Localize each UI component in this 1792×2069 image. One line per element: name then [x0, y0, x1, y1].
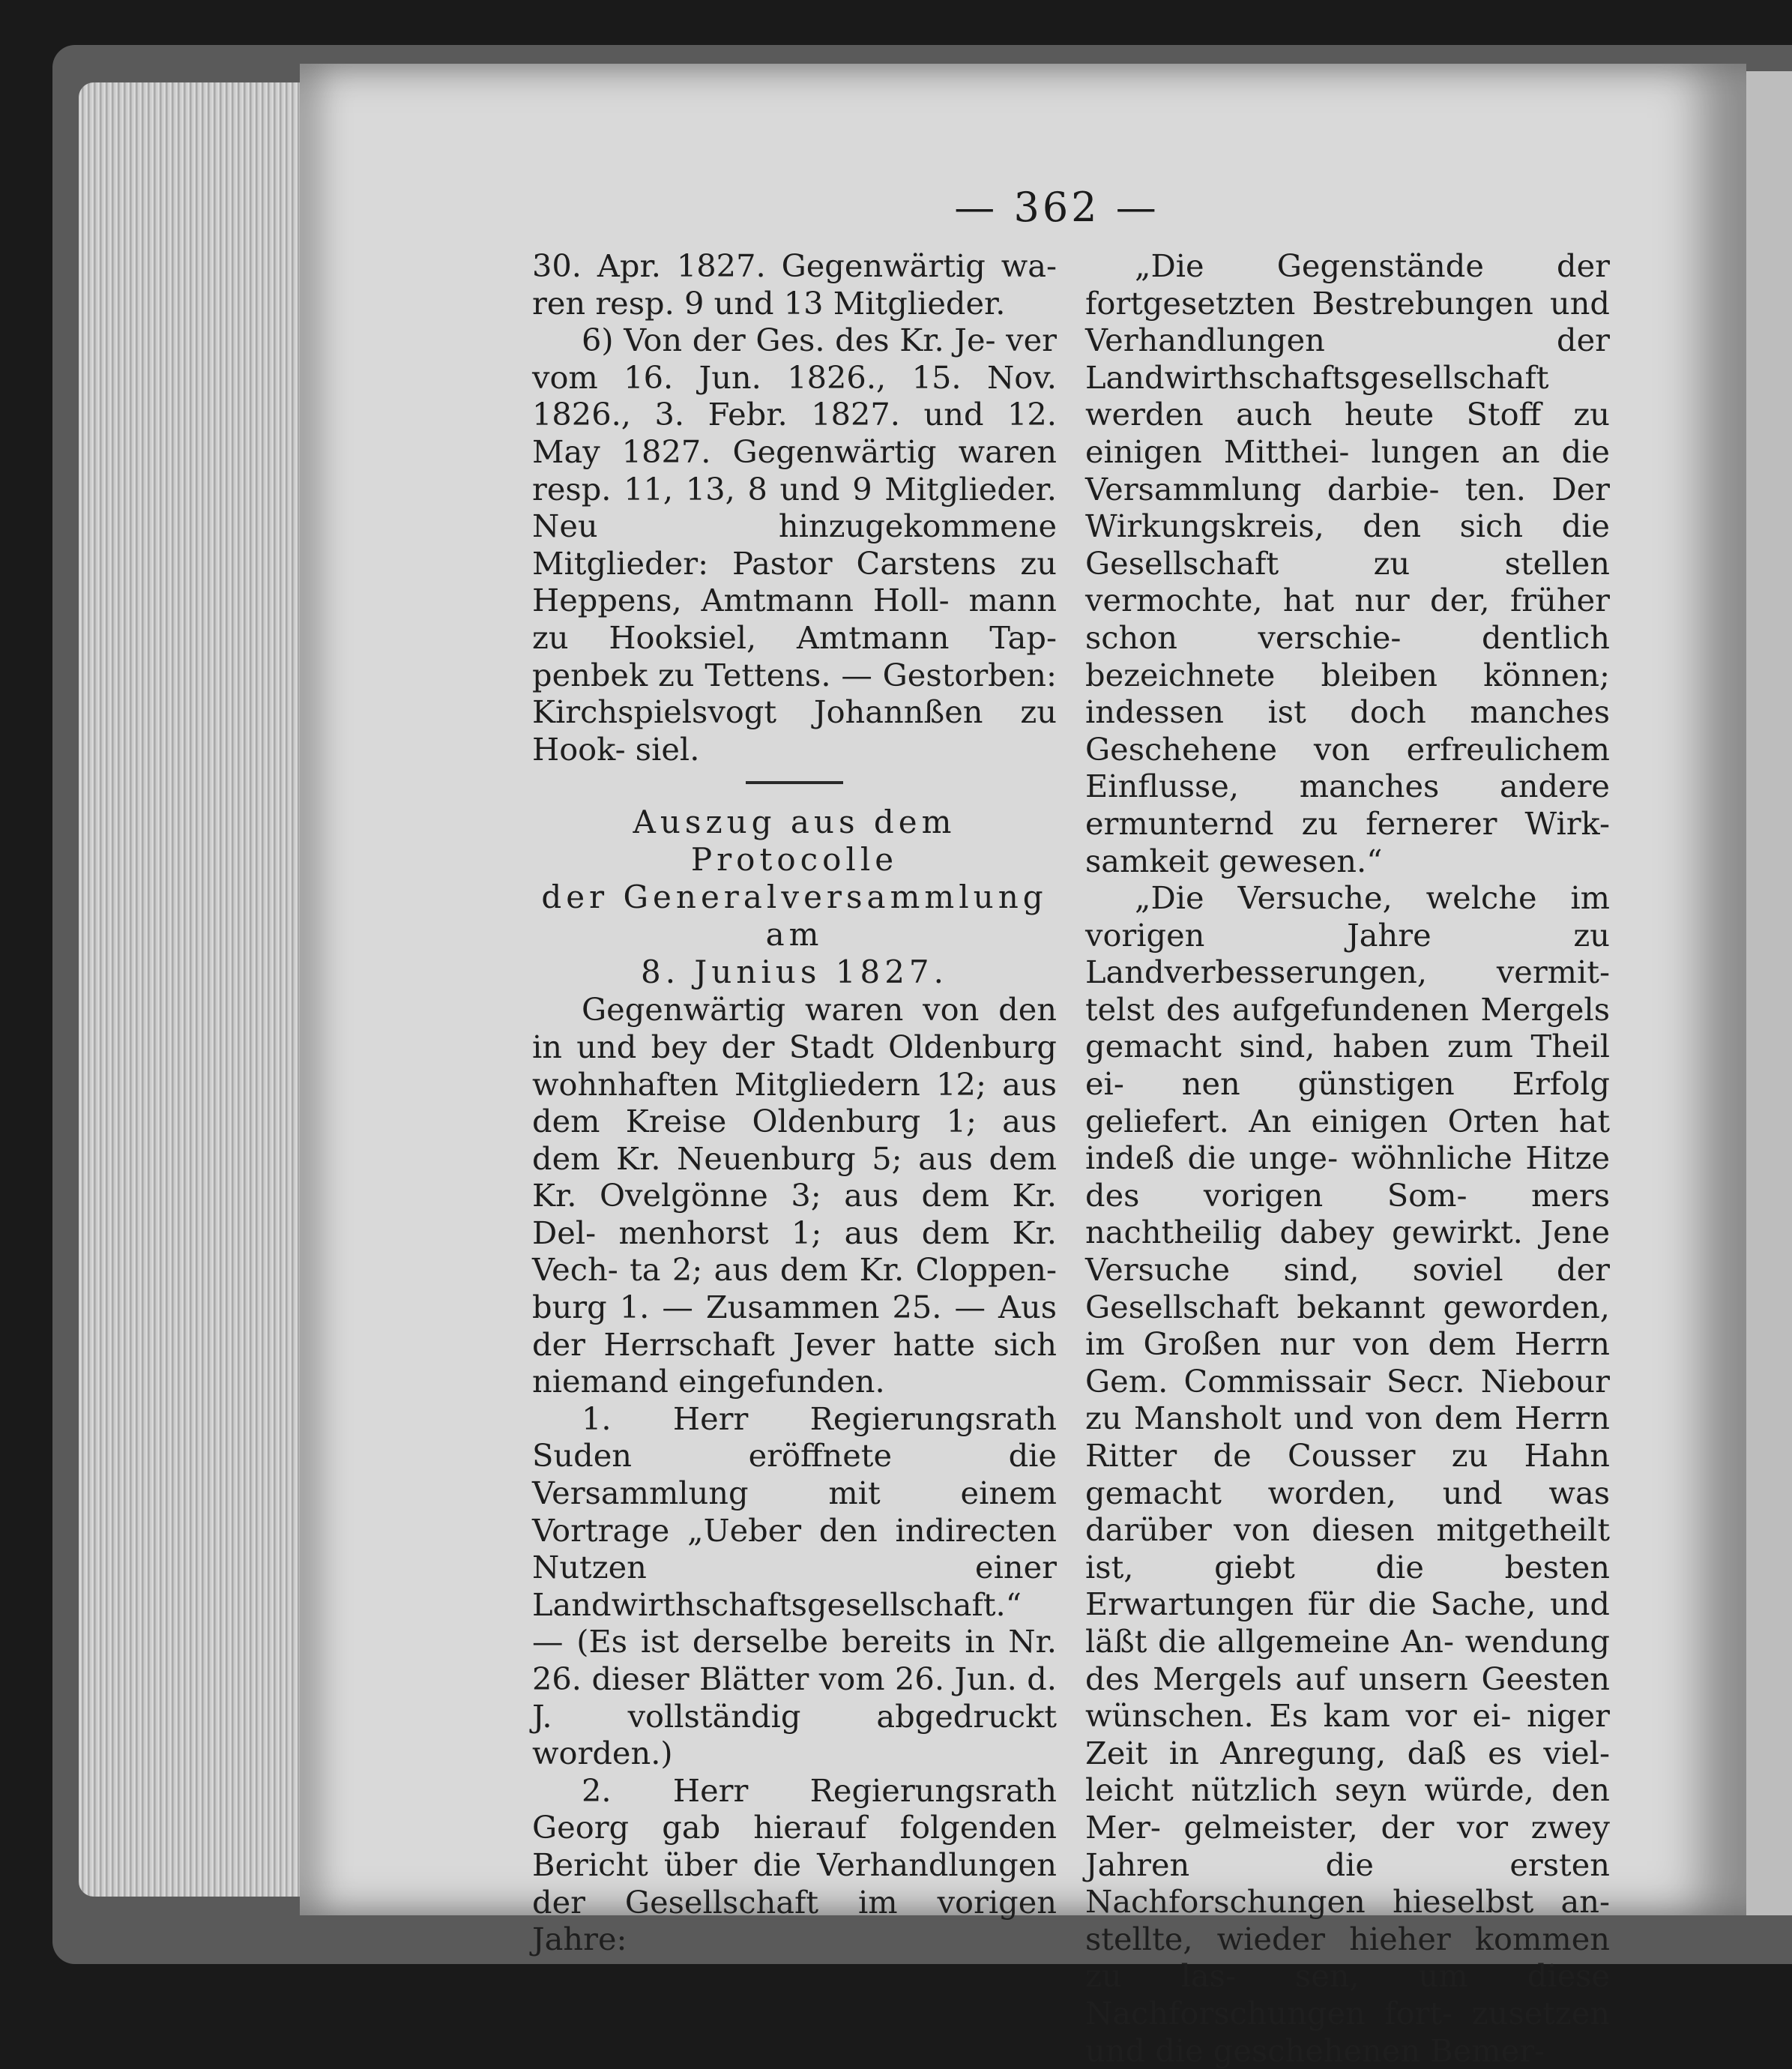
heading-line: der Generalversammlung am [541, 879, 1048, 954]
right-column [1085, 247, 1610, 2069]
paragraph: „Die Gegenstände der fortgesetzten Bestrebungen und Verhandlungen der Landwirthschaftsgesellschaft werden auch heute Stoff zu einigen Mitthei- lungen an die Versammlung darbie- ten. Der Wirkungskreis, den sich die Gesellschaft zu stellen vermochte, hat nur der, früher schon verschie- dentlich bezeichnete bleiben können; indessen ist doch manches Geschehene von erfreulichem Einflusse, manches andere ermunternd zu fernerer Wirk- samkeit gewesen.“ [1085, 247, 1610, 879]
heading-line: 8. Junius 1827. [641, 954, 948, 991]
facing-page-edge [1746, 71, 1792, 1915]
paragraph: 30. Apr. 1827. Gegenwärtig wa- ren resp. 9 und 13 Mitglieder. [532, 247, 1057, 322]
section-divider [746, 781, 843, 784]
heading-line: Auszug aus dem Protocolle [633, 804, 956, 879]
paragraph: 1. Herr Regierungsrath Suden eröffnete die Versammlung mit einem Vortrage „Ueber den indirecten Nutzen einer Landwirthschaftsgesellschaft.“ — (Es ist derselbe bereits in Nr. 26. dieser Blätter vom 26. Jun. d. J. vollständig abgedruckt worden.) [532, 1400, 1057, 1772]
paragraph: „Die Versuche, welche im vorigen Jahre zu Landverbesserungen, vermit- telst des aufgefundenen Mergels gemacht sind, haben zum Theil ei- nen günstigen Erfolg geliefert. An einigen Orten hat indeß die unge- wöhnliche Hitze des vorigen Som- mers nachtheilig dabey gewirkt. Jene Versuche sind, soviel der Gesellschaft bekannt geworden, im Großen nur von dem Herrn Gem. Commissair Secr. Niebour zu Mansholt und von dem Herrn Ritter de Cousser zu Hahn gemacht worden, und was darüber von diesen mitgetheilt ist, giebt die besten Erwartungen für die Sache, und läßt die allgemeine An- wendung des Mergels auf unsern Geesten wünschen. Es kam vor ei- niger Zeit in Anregung, daß es viel- leicht nützlich seyn würde, den Mer- gelmeister, der vor zwey Jahren die ersten Nachforschungen hieselbst an- stellte, wieder hieher kommen zu las- sen, um diese Nachforschungen fort- zusetzen und die geschehenen Bemer- [1085, 879, 1610, 2069]
page-edges [79, 82, 311, 1897]
paragraph: 2. Herr Regierungsrath Georg gab hierauf folgenden Bericht über die Verhandlungen der Gesellschaft im vorigen Jahre: [532, 1771, 1057, 1958]
page-number: — 362 — [954, 184, 1159, 231]
paragraph: 6) Von der Ges. des Kr. Je- ver vom 16. Jun. 1826., 15. Nov. 1826., 3. Febr. 1827. und 12. May 1827. Gegenwärtig waren resp. 11, 13, 8 und 9 Mitglieder. Neu hinzugekommene Mitglieder: Pastor Carstens zu Heppens, Amtmann Holl- mann zu Hooksiel, Amtmann Tap- penbek zu Tettens. — Gestorben: Kirchspielsvogt Johannßen zu Hook- siel. [532, 322, 1057, 768]
section-heading [532, 804, 1057, 991]
left-column [532, 247, 1057, 1958]
paragraph: Gegenwärtig waren von den in und bey der Stadt Oldenburg wohnhaften Mitgliedern 12; aus dem Kreise Oldenburg 1; aus dem Kr. Neuenburg 5; aus dem Kr. Ovelgönne 3; aus dem Kr. Del- menhorst 1; aus dem Kr. Vech- ta 2; aus dem Kr. Cloppen- burg 1. — Zusammen 25. — Aus der Herrschaft Jever hatte sich niemand eingefunden. [532, 991, 1057, 1400]
